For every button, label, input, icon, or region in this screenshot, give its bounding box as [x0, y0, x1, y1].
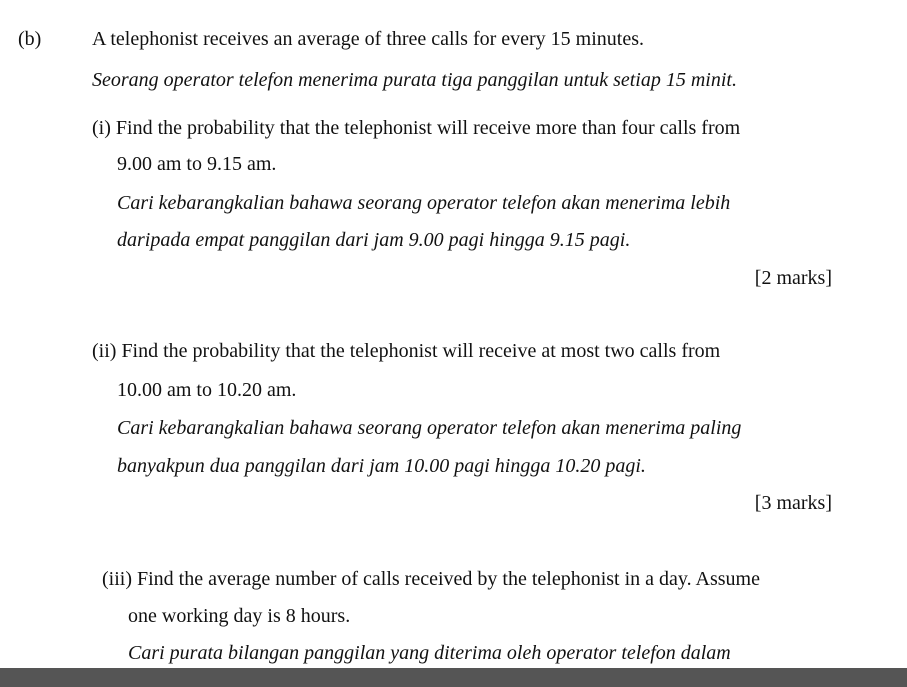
question-text: Find the probability that the telephonist will receive at most two calls from — [121, 340, 721, 362]
marks: [3 marks] — [754, 492, 832, 514]
marks: [2 marks] — [754, 267, 832, 289]
question-text-malay: daripada empat panggilan dari jam 9.00 pagi hingga 9.15 pagi. — [117, 229, 631, 251]
question-text: 9.00 am to 9.15 am. — [117, 153, 277, 175]
question-label: (ii) — [92, 340, 117, 362]
question-text: one working day is 8 hours. — [128, 605, 351, 627]
question-text-malay: Cari kebarangkalian bahawa seorang operator telefon akan menerima paling — [117, 417, 742, 439]
intro-malay: Seorang operator telefon menerima purata tiga panggilan untuk setiap 15 minit. — [92, 69, 737, 91]
question-label: (i) — [92, 117, 111, 139]
question-text: Find the average number of calls received by the telephonist in a day. Assume — [137, 568, 760, 590]
question-text-malay: Cari kebarangkalian bahawa seorang operator telefon akan menerima lebih — [117, 192, 731, 214]
part-label: (b) — [18, 28, 42, 50]
question-text-malay: Cari purata bilangan panggilan yang diterima oleh operator telefon dalam — [128, 642, 731, 664]
question-label: (iii) — [102, 568, 132, 590]
question-text-malay: banyakpun dua panggilan dari jam 10.00 pagi hingga 10.20 pagi. — [117, 455, 646, 477]
bottom-bar — [0, 668, 907, 687]
intro-english: A telephonist receives an average of three calls for every 15 minutes. — [92, 28, 645, 50]
question-text: Find the probability that the telephonist will receive more than four calls from — [115, 117, 741, 139]
question-text: 10.00 am to 10.20 am. — [117, 379, 297, 401]
